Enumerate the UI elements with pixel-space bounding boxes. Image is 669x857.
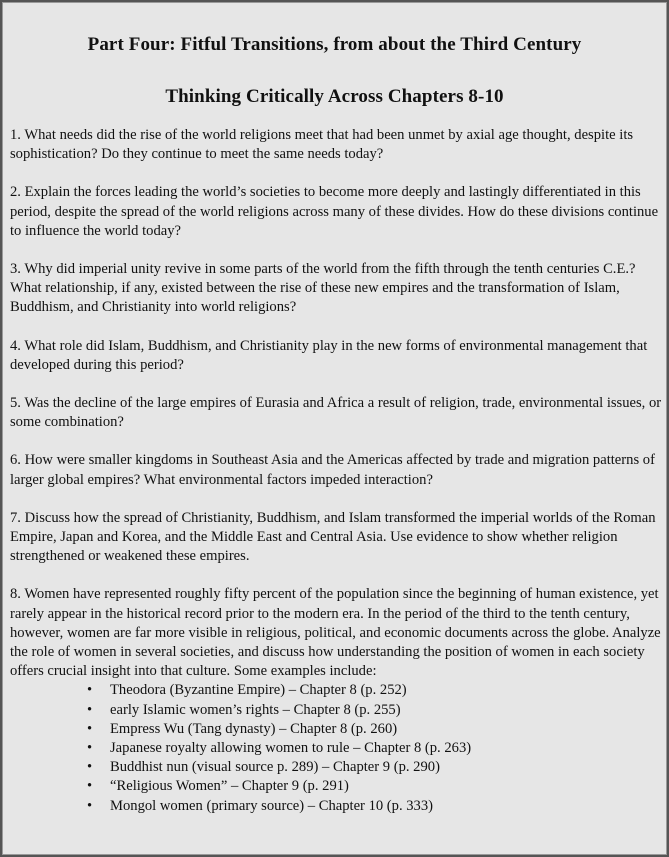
bullet-icon: • — [87, 759, 93, 776]
part-title: Part Four: Fitful Transitions, from about the Third Century — [87, 34, 582, 55]
example-item — [10, 681, 662, 700]
bullet-icon: • — [87, 797, 93, 814]
example-item — [10, 701, 662, 720]
examples-list — [10, 681, 662, 815]
example-text: Japanese royalty allowing women to rule – Chapter 8 (p. 263) — [110, 740, 472, 757]
question-list — [10, 126, 662, 816]
bullet-icon: • — [87, 740, 93, 757]
question-4: 4. What role did Islam, Buddhism, and Christianity play in the new forms of environmental management that developed during this period? — [10, 337, 648, 373]
example-text: Buddhist nun (visual source p. 289) – Chapter 9 (p. 290) — [110, 759, 440, 776]
bullet-icon: • — [87, 778, 93, 795]
section-title: Thinking Critically Across Chapters 8-10 — [165, 86, 504, 107]
question-3: 3. Why did imperial unity revive in some parts of the world from the fifth through the tenth centuries C.E.? What relationship, if any, existed between the rise of these new empires and the transformation of Islam, Buddhism, and Christianity into world religions? — [10, 261, 636, 316]
example-item — [10, 797, 662, 816]
example-item — [10, 739, 662, 758]
question-7: 7. Discuss how the spread of Christianity, Buddhism, and Islam transformed the imperial worlds of the Roman Empire, Japan and Korea, and the Middle East and Central Asia. Use evidence to show whether religion strengthened or weakened these empires. — [10, 509, 656, 565]
example-text: early Islamic women’s rights – Chapter 8 (p. 255) — [110, 701, 401, 718]
example-text: Theodora (Byzantine Empire) – Chapter 8 (p. 252) — [110, 682, 407, 699]
bullet-icon: • — [87, 720, 93, 737]
question-1: 1. What needs did the rise of the world religions meet that had been unmet by axial age thought, despite its sophistication? Do they continue to meet the same needs today? — [10, 127, 634, 163]
example-text: Empress Wu (Tang dynasty) – Chapter 8 (p. 260) — [110, 720, 398, 737]
example-text: Mongol women (primary source) – Chapter 10 (p. 333) — [110, 797, 434, 814]
question-2: 2. Explain the forces leading the world’s societies to become more deeply and lastingly differentiated in this period, despite the spread of the world religions across many of these divides. How do these divisions continue to influence the world today? — [10, 184, 659, 239]
example-item — [10, 777, 662, 796]
example-item — [10, 758, 662, 777]
example-text: “Religious Women” – Chapter 9 (p. 291) — [110, 778, 349, 795]
question-6: 6. How were smaller kingdoms in Southeast Asia and the Americas affected by trade and migration patterns of larger global empires? What environmental factors impeded interaction? — [10, 452, 655, 488]
question-5: 5. Was the decline of the large empires of Eurasia and Africa a result of religion, trade, environmental issues, or some combination? — [10, 395, 662, 431]
bullet-icon: • — [87, 682, 93, 699]
question-8: 8. Women have represented roughly fifty percent of the population since the beginning of human existence, yet rarely appear in the historical record prior to the modern era. In the period of the third to the tenth century, however, women are far more visible in religious, political, and economic documents across the globe. Analyze the role of women in several societies, and discuss how understanding the position of women in each society offers crucial insight into that culture. Some examples include: — [10, 586, 661, 680]
bullet-icon: • — [87, 701, 93, 718]
example-item — [10, 720, 662, 739]
